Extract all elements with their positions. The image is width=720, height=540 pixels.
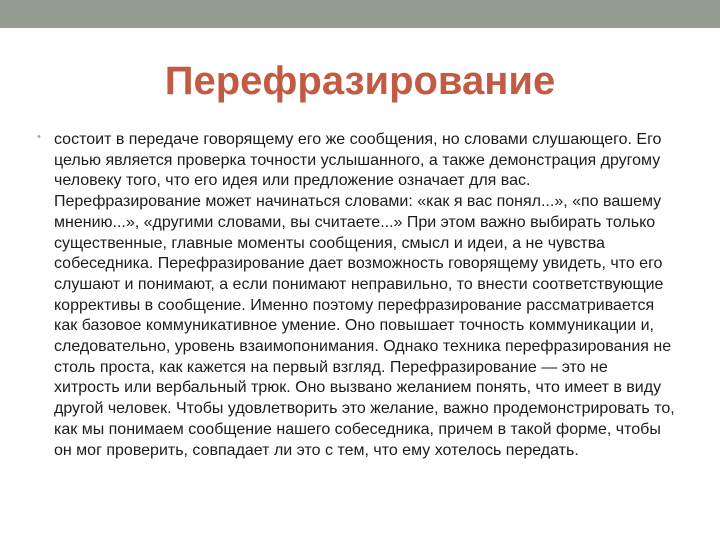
slide-content <box>37 130 677 461</box>
top-accent-bar <box>0 0 720 28</box>
bullet-text: состоит в передаче говорящему его же сообщения, но словами слушающего. Его целью является проверка точности услышанного, а также демонстрация другому человеку того, что его идея или предложение означает для вас. Перефразирование может начинаться словами: «как я вас понял...», «по вашему мнению...», «другими словами, вы считаете...» При этом важно выбирать только существенные, главные моменты сообщения, смысл и идеи, а не чувства собеседника. Перефразирование дает возможность говорящему увидеть, что его слушают и понимают, а если понимают неправильно, то внести соответствующие коррективы в сообщение. Именно поэтому перефразирование рассматривается как базовое коммуникативное умение. Оно повышает точность коммуникации и, следовательно, уровень взаимопонимания. Однако техника перефразирования не столь проста, как кажется на первый взгляд. Перефразирование — это не хитрость или вербальный трюк. Оно вызвано желанием понять, что имеет в виду другой человек. Чтобы удовлетворить это желание, важно продемонстрировать то, как мы понимаем сообщение нашего собеседника, причем в такой форме, чтобы он мог проверить, совпадает ли это с тем, что ему хотелось передать. <box>54 131 675 459</box>
bullet-item <box>37 130 677 461</box>
slide-title: Перефразирование <box>164 59 556 103</box>
bullet-dot-icon: • <box>37 131 41 143</box>
